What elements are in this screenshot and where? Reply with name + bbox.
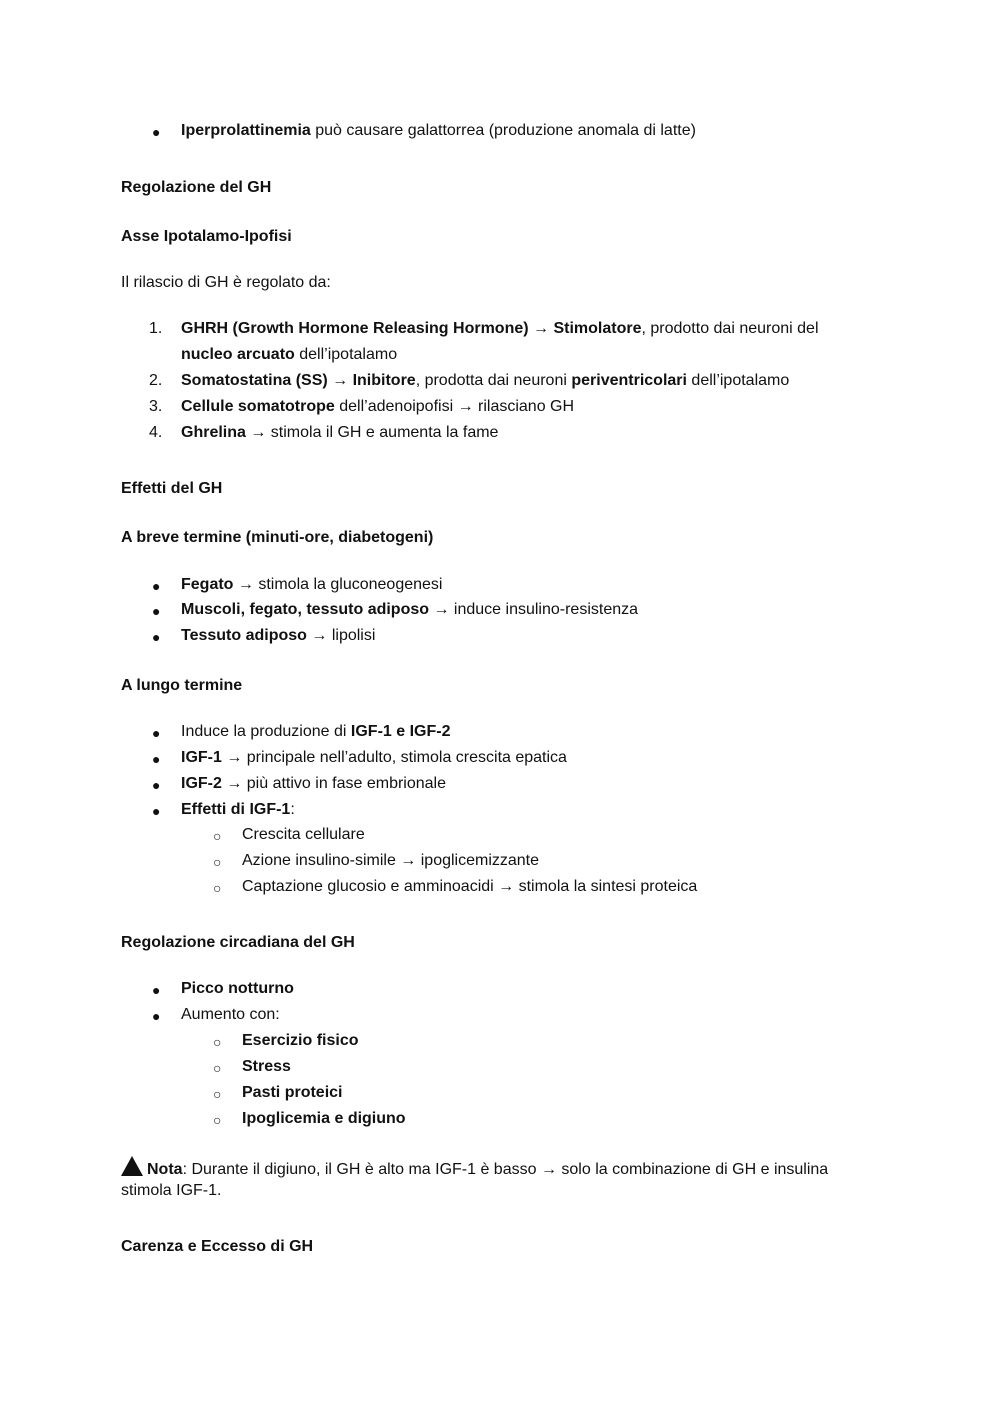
subheading-breve: A breve termine (minuti-ore, diabetogeni) (121, 529, 434, 546)
list-item-fegato: Fegato → stimola la gluconeogenesi (181, 576, 443, 593)
bullet-marker: ● (152, 1008, 161, 1024)
list-item-somatotrope: Cellule somatotrope dell’adenoipofisi → rilasciano GH (181, 398, 575, 415)
list-item-effetti-igf1: Effetti di IGF-1: (181, 801, 295, 818)
sub-bullet-marker: ○ (213, 880, 222, 896)
bullet-marker: ● (152, 725, 161, 741)
sub-item-esercizio: Esercizio fisico (242, 1032, 359, 1049)
sub-item-crescita: Crescita cellulare (242, 826, 365, 843)
list-item-picco: Picco notturno (181, 980, 294, 997)
sub-item-stress: Stress (242, 1058, 291, 1075)
bullet-marker: ● (152, 578, 161, 594)
sub-item-azione: Azione insulino-simile → ipoglicemizzante (242, 852, 540, 869)
sub-bullet-marker: ○ (213, 854, 222, 870)
sub-bullet-marker: ○ (213, 1060, 222, 1076)
sub-bullet-marker: ○ (213, 828, 222, 844)
heading-carenza: Carenza e Eccesso di GH (121, 1238, 314, 1255)
bullet-marker: ● (152, 124, 161, 140)
sub-bullet-marker: ○ (213, 1112, 222, 1128)
bullet-marker: ● (152, 777, 161, 793)
heading-effetti: Effetti del GH (121, 480, 223, 497)
bullet-marker: ● (152, 629, 161, 645)
bullet-marker: ● (152, 603, 161, 619)
bullet-marker: ● (152, 803, 161, 819)
list-item-ghrh: GHRH (Growth Hormone Releasing Hormone) → Stimolatore, prodotto dai neuroni del (181, 320, 819, 337)
warning-icon (121, 1156, 143, 1176)
list-item-muscoli: Muscoli, fegato, tessuto adiposo → induce insulino-resistenza (181, 601, 639, 618)
sub-item-ipoglicemia: Ipoglicemia e digiuno (242, 1110, 406, 1127)
list-item-igf2: IGF-2 → più attivo in fase embrionale (181, 775, 447, 792)
note-line-1: Nota: Durante il digiuno, il GH è alto ma IGF-1 è basso → solo la combinazione di GH e insulina (121, 1156, 828, 1179)
sub-bullet-marker: ○ (213, 1086, 222, 1102)
list-number: 4. (149, 424, 163, 441)
subheading-lungo: A lungo termine (121, 677, 243, 694)
list-number: 3. (149, 398, 163, 415)
sub-item-pasti: Pasti proteici (242, 1084, 343, 1101)
bullet-marker: ● (152, 751, 161, 767)
paragraph-rilascio: Il rilascio di GH è regolato da: (121, 274, 331, 291)
list-number: 1. (149, 320, 163, 337)
bullet-marker: ● (152, 982, 161, 998)
subheading-asse: Asse Ipotalamo-Ipofisi (121, 228, 292, 245)
list-item-aumento: Aumento con: (181, 1006, 280, 1023)
list-item-igf-produzione: Induce la produzione di IGF-1 e IGF-2 (181, 723, 451, 740)
heading-regolazione: Regolazione del GH (121, 179, 272, 196)
list-item-tessuto: Tessuto adiposo → lipolisi (181, 627, 376, 644)
list-item-ghrh-cont: nucleo arcuato dell’ipotalamo (181, 346, 398, 363)
list-number: 2. (149, 372, 163, 389)
note-line-2: stimola IGF-1. (121, 1182, 222, 1199)
list-item-ghrelina: Ghrelina → stimola il GH e aumenta la fame (181, 424, 499, 441)
intro-bullet-text: Iperprolattinemia può causare galattorrea (produzione anomala di latte) (181, 122, 696, 139)
list-item-igf1: IGF-1 → principale nell’adulto, stimola crescita epatica (181, 749, 567, 766)
sub-bullet-marker: ○ (213, 1034, 222, 1050)
list-item-somatostatina: Somatostatina (SS) → Inibitore, prodotta dai neuroni periventricolari dell’ipotalamo (181, 372, 790, 389)
heading-circadiana: Regolazione circadiana del GH (121, 934, 355, 951)
sub-item-captazione: Captazione glucosio e amminoacidi → stimola la sintesi proteica (242, 878, 698, 895)
